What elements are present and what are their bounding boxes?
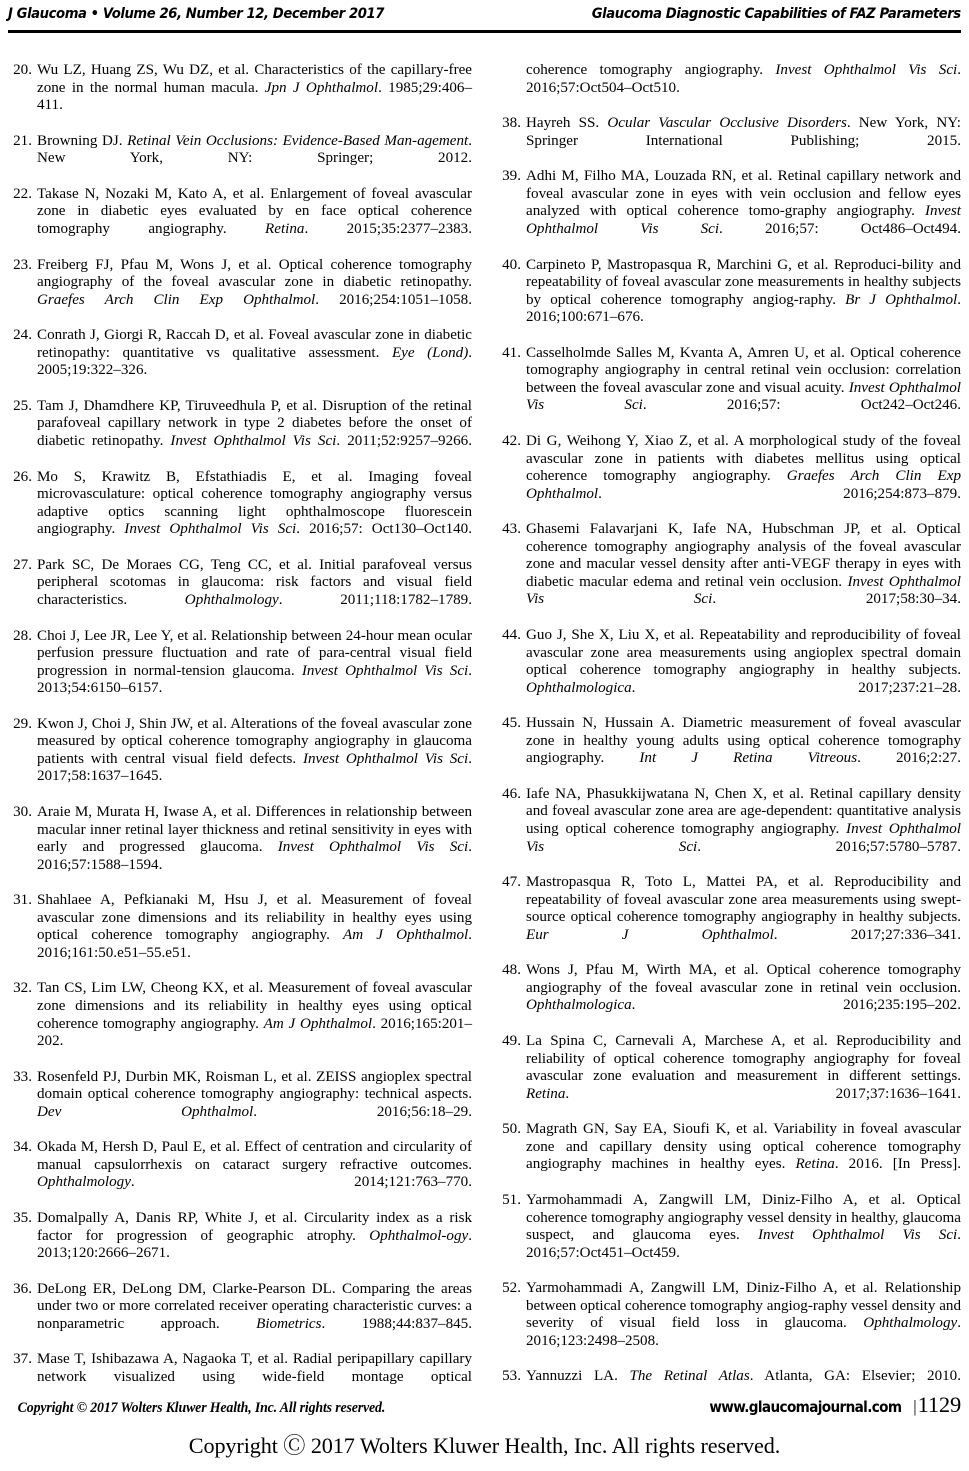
reference-text: Yarmohammadi A, Zangwill LM, Diniz-Filho A, et al. Relationship between optical coherence tomography angiog-raphy vessel density and severity of visual field loss in glaucoma. Ophthalmology. 2016;123:2498–2508.	[526, 1280, 961, 1349]
reference-column-left	[8, 62, 472, 1405]
reference-item	[8, 398, 472, 468]
reference-item	[497, 433, 961, 521]
reference-text: DeLong ER, DeLong DM, Clarke-Pearson DL. Comparing the areas under two or more correlated receiver operating characteristic curves: a nonparametric approach. Biometrics. 1988;44:837–845.	[37, 1280, 472, 1332]
footer-separator: |	[913, 1397, 917, 1416]
reference-item	[8, 469, 472, 557]
reference-text: Mastropasqua R, Toto L, Mattei PA, et al. Reproducibility and repeatability of foveal avascular zone area measurements using swept-source optical coherence tomography angiography in healthy subjects. Eur J Ophthalmol. 2017;27:336–341.	[526, 874, 961, 943]
reference-number: 24.	[13, 327, 32, 344]
reference-item	[497, 115, 961, 168]
reference-item	[8, 257, 472, 327]
reference-item	[497, 1280, 961, 1368]
reference-list-right	[497, 115, 961, 1403]
reference-text: Freiberg FJ, Pfau M, Wons J, et al. Optical coherence tomography angiography of the foveal avascular zone in diabetic retinopathy. Graefes Arch Clin Exp Ophthalmol. 2016;254:1051–1058.	[37, 256, 472, 308]
reference-number: 30.	[13, 803, 32, 820]
reference-number: 44.	[502, 627, 521, 643]
reference-text: Wu LZ, Huang ZS, Wu DZ, et al. Characteristics of the capillary-free zone in the normal human macula. Jpn J Ophthalmol. 1985;29:406–411.	[37, 62, 473, 114]
reference-text: La Spina C, Carnevali A, Marchese A, et al. Reproducibility and reliability of optical coherence tomography angiography for foveal avascular zone evaluation and measurement in different settings. Retina. 2017;37:1636–1641.	[526, 1033, 961, 1102]
running-head-right: Glaucoma Diagnostic Capabilities of FAZ Parameters	[592, 6, 961, 22]
reference-number: 28.	[13, 627, 32, 644]
reference-number: 41.	[502, 344, 521, 361]
reference-item	[8, 716, 472, 804]
reference-number: 26.	[13, 468, 32, 485]
reference-text: Okada M, Hersh D, Paul E, et al. Effect of centration and circularity of manual capsulorrhexis on cataract surgery refractive outcomes. Ophthalmology. 2014;121:763–770.	[37, 1139, 472, 1191]
reference-text: Conrath J, Giorgi R, Raccah D, et al. Foveal avascular zone in diabetic retinopathy: quantitative vs qualitative assessment. Eye (Lond). 2005;19:322–326.	[37, 327, 472, 379]
bottom-copyright-stamp: Copyright Ⓒ 2017 Wolters Kluwer Health, Inc. All rights reserved.	[188, 1433, 781, 1458]
reference-text: Hayreh SS. Ocular Vascular Occlusive Disorders. New York, NY: Springer International Publishing; 2015.	[526, 115, 961, 149]
reference-number: 52.	[502, 1280, 521, 1297]
reference-item	[8, 1069, 472, 1139]
reference-number: 20.	[13, 62, 32, 78]
reference-text: Park SC, De Moraes CG, Teng CC, et al. Initial parafoveal versus peripheral scotomas in glaucoma: risk factors and visual field characteristics. Ophthalmology. 2011;118:1782–1789.	[37, 556, 472, 608]
reference-text: Guo J, She X, Liu X, et al. Repeatability and reproducibility of foveal avascular zone area measurements using angioplex spectral domain optical coherence tomography angiography in healthy subjects. Ophthalmologica. 2017;237:21–28.	[526, 627, 961, 696]
reference-item	[8, 327, 472, 397]
running-head	[8, 6, 961, 30]
page-footer	[8, 1392, 961, 1417]
reference-item	[497, 627, 961, 715]
reference-text: Adhi M, Filho MA, Louzada RN, et al. Retinal capillary network and foveal avascular zone in eyes with vein occlusion and fellow eyes analyzed with optical coherence tomo-graphy angiography. Invest Ophthalmol Vis Sci. 2016;57: Oct486–Oct494.	[526, 168, 961, 237]
footer-journal-info	[701, 1392, 961, 1418]
reference-text: Yannuzzi LA. The Retinal Atlas. Atlanta, GA: Elsevier; 2010.	[526, 1368, 961, 1385]
footer-copyright-notice: Copyright © 2017 Wolters Kluwer Health, Inc. All rights reserved.	[17, 1400, 386, 1416]
reference-columns	[8, 62, 961, 1405]
reference-number: 46.	[502, 785, 521, 802]
page-number: 1129	[917, 1392, 961, 1417]
reference-item	[497, 786, 961, 874]
reference-item	[8, 980, 472, 1068]
reference-number: 37.	[13, 1351, 32, 1368]
reference-item	[497, 1192, 961, 1280]
reference-item	[8, 186, 472, 256]
reference-text: Casselholmde Salles M, Kvanta A, Amren U, et al. Optical coherence tomography angiography in central retinal vein occlusion: correlation between the foveal avascular zone and visual acuity. Invest Ophthalmol Vis Sci. 2016;57: Oct242–Oct246.	[526, 344, 961, 414]
reference-item	[8, 1139, 472, 1209]
reference-number: 34.	[13, 1139, 32, 1156]
reference-number: 29.	[13, 715, 32, 732]
reference-number: 39.	[502, 168, 521, 185]
reference-item	[497, 962, 961, 1032]
reference-item	[8, 628, 472, 716]
running-head-left: J Glaucoma • Volume 26, Number 12, December 2017	[8, 6, 384, 22]
reference-number: 40.	[502, 256, 521, 273]
reference-number: 43.	[502, 521, 521, 538]
reference-item	[8, 892, 472, 980]
reference-item	[497, 345, 961, 433]
reference-column-right	[497, 62, 961, 1405]
reference-number: 48.	[502, 962, 521, 979]
reference-text: Mase T, Ishibazawa A, Nagaoka T, et al. Radial peripapillary capillary network visualized using wide-field montage optical	[37, 1351, 472, 1385]
reference-text: Iafe NA, Phasukkijwatana N, Chen X, et al. Retinal capillary density and foveal avascular zone area are age-dependent: quantitative analysis using optical coherence tomography angiography. Invest Ophthalmol Vis Sci. 2016;57:5780–5787.	[526, 785, 961, 855]
reference-item	[8, 557, 472, 627]
reference-item	[8, 804, 472, 892]
reference-item	[497, 521, 961, 626]
reference-number: 27.	[13, 556, 32, 573]
reference-item	[8, 1281, 472, 1351]
reference-text: Wons J, Pfau M, Wirth MA, et al. Optical coherence tomography angiography of the foveal avascular zone in retinal vein occlusion. Ophthalmologica. 2016;235:195–202.	[526, 962, 961, 1014]
reference-number: 32.	[13, 980, 32, 997]
reference-text: Browning DJ. Retinal Vein Occlusions: Evidence-Based Man-agement. New York, NY: Springer; 2012.	[37, 132, 472, 167]
reference-item	[497, 257, 961, 345]
reference-continuation-37: coherence tomography angiography. Invest Ophthalmol Vis Sci. 2016;57:Oct504–Oct510.	[526, 62, 961, 96]
reference-text: Takase N, Nozaki M, Kato A, et al. Enlargement of foveal avascular zone in diabetic eyes evaluated by en face optical coherence tomography angiography. Retina. 2015;35:2377–2383.	[37, 185, 472, 237]
reference-item	[8, 1210, 472, 1280]
reference-text: Shahlaee A, Pefkianaki M, Hsu J, et al. Measurement of foveal avascular zone dimensions and its reliability in healthy eyes using optical coherence tomography angiography. Am J Ophthalmol. 2016;161:50.e51–55.e51.	[37, 892, 473, 961]
reference-text: Yarmohammadi A, Zangwill LM, Diniz-Filho A, et al. Optical coherence tomography angiography vessel density in healthy, glaucoma suspect, and glaucoma eyes. Invest Ophthalmol Vis Sci. 2016;57:Oct451–Oct459.	[526, 1192, 962, 1261]
reference-text: Hussain N, Hussain A. Diametric measurement of foveal avascular zone in healthy young adults using optical coherence tomography angiography. Int J Retina Vitreous. 2016;2:27.	[526, 715, 962, 767]
reference-number: 45.	[502, 715, 521, 732]
reference-text: Magrath GN, Say EA, Sioufi K, et al. Variability in foveal avascular zone and capillary density using optical coherence tomography angiography machines in healthy eyes. Retina. 2016. [In Press].	[526, 1121, 962, 1173]
reference-number: 53.	[502, 1368, 521, 1385]
reference-number: 47.	[502, 874, 521, 891]
reference-text: Tam J, Dhamdhere KP, Tiruveedhula P, et al. Disruption of the retinal parafoveal capillary network in type 2 diabetes before the onset of diabetic retinopathy. Invest Ophthalmol Vis Sci. 2011;52:9257–9266.	[37, 397, 472, 449]
reference-number: 25.	[13, 397, 32, 414]
header-divider-rule	[8, 30, 961, 33]
journal-url[interactable]: www.glaucomajournal.com	[709, 1399, 902, 1416]
reference-number: 50.	[502, 1121, 521, 1138]
reference-number: 42.	[502, 432, 521, 449]
reference-text: Ghasemi Falavarjani K, Iafe NA, Hubschman JP, et al. Optical coherence tomography angiography analysis of the foveal avascular zone and macular vessel density after anti-VEGF therapy in eyes with diabetic macular edema and retinal vein occlusion. Invest Ophthalmol Vis Sci. 2017;58:30–34.	[526, 521, 961, 608]
reference-text: Mo S, Krawitz B, Efstathiadis E, et al. Imaging foveal microvasculature: optical coherence tomography angiography versus adaptive optics scanning light ophthalmoscope fluorescein angiography. Invest Ophthalmol Vis Sci. 2016;57: Oct130–Oct140.	[37, 468, 472, 538]
reference-number: 22.	[13, 185, 32, 202]
reference-number: 31.	[13, 892, 32, 909]
reference-number: 23.	[13, 256, 32, 273]
reference-text: Domalpally A, Danis RP, White J, et al. Circularity index as a risk factor for progression of geographic atrophy. Ophthalmol-ogy. 2013;120:2666–2671.	[37, 1210, 472, 1262]
reference-item	[497, 168, 961, 256]
reference-item	[497, 874, 961, 962]
reference-list-left	[8, 62, 472, 1404]
reference-number: 38.	[502, 115, 521, 132]
reference-text: Rosenfeld PJ, Durbin MK, Roisman L, et al. ZEISS angioplex spectral domain optical coherence tomography angiography: technical aspects. Dev Ophthalmol. 2016;56:18–29.	[37, 1068, 472, 1120]
reference-text: Di G, Weihong Y, Xiao Z, et al. A morphological study of the foveal avascular zone in patients with diabetes mellitus using optical coherence tomography angiography. Graefes Arch Clin Exp Ophthalmol. 2016;254:873–879.	[526, 432, 961, 502]
reference-number: 35.	[13, 1210, 32, 1227]
reference-number: 49.	[502, 1033, 521, 1050]
reference-item	[8, 133, 472, 186]
reference-number: 51.	[502, 1192, 521, 1208]
reference-item	[497, 1121, 961, 1191]
reference-text: Carpineto P, Mastropasqua R, Marchini G, et al. Reproduci-bility and repeatability of foveal avascular zone measurements in healthy subjects by optical coherence tomography angiog-raphy. Br J Ophthalmol. 2016;100:671–676.	[526, 256, 962, 326]
reference-text: Kwon J, Choi J, Shin JW, et al. Alterations of the foveal avascular zone measured by optical coherence tomography angiography in glaucoma patients with central visual field defects. Invest Ophthalmol Vis Sci. 2017;58:1637–1645.	[37, 715, 472, 785]
reference-number: 33.	[13, 1068, 32, 1085]
reference-text: Choi J, Lee JR, Lee Y, et al. Relationship between 24-hour mean ocular perfusion pressure fluctuation and rate of para-central visual field progression in normal-tension glaucoma. Invest Ophthalmol Vis Sci. 2013;54:6150–6157.	[37, 627, 472, 697]
reference-item	[8, 62, 472, 132]
reference-number: 36.	[13, 1280, 32, 1297]
reference-text: Araie M, Murata H, Iwase A, et al. Differences in relationship between macular inner retinal layer thickness and retinal sensitivity in eyes with early and progressed glaucoma. Invest Ophthalmol Vis Sci. 2016;57:1588–1594.	[37, 803, 472, 873]
reference-item	[497, 715, 961, 785]
reference-item	[497, 1033, 961, 1121]
reference-number: 21.	[13, 132, 32, 149]
reference-text: Tan CS, Lim LW, Cheong KX, et al. Measurement of foveal avascular zone dimensions and its reliability in healthy eyes using optical coherence tomography angiography. Am J Ophthalmol. 2016;165:201–202.	[37, 980, 473, 1050]
